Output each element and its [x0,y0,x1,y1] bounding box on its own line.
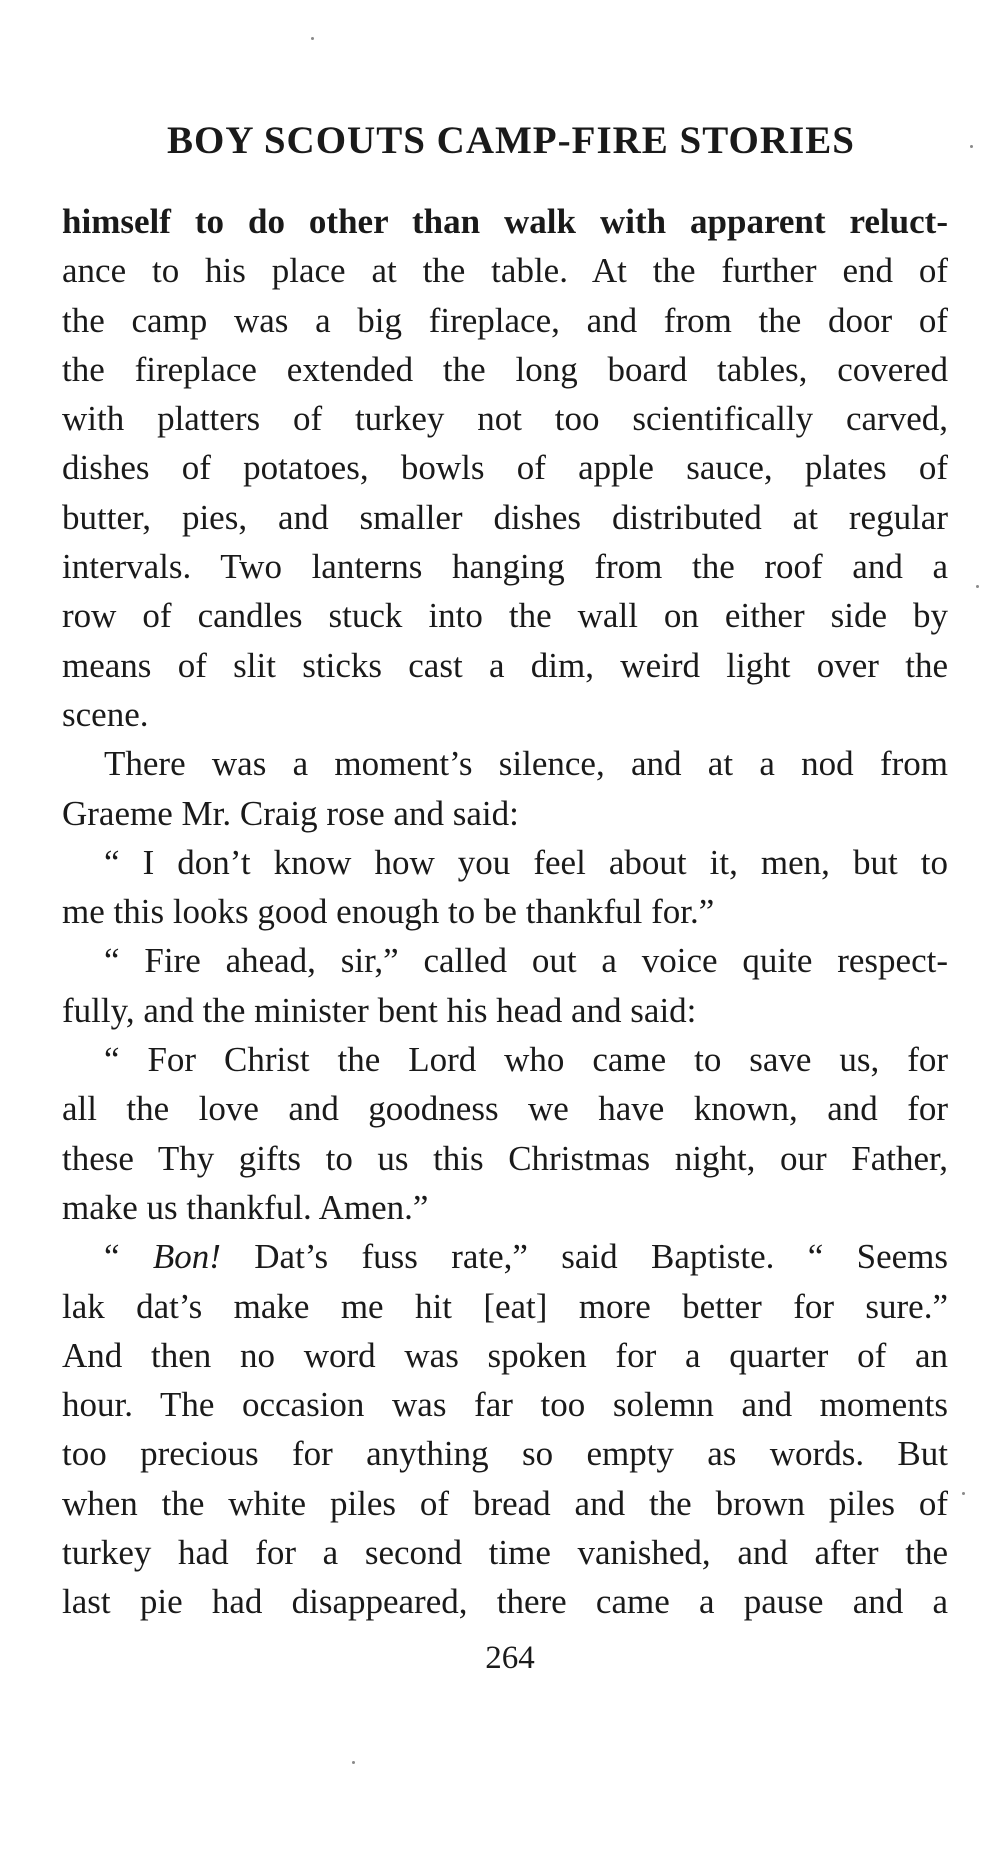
scan-speck [962,1492,965,1495]
text-line-6: dishes of potatoes, bowls of apple sauce, plates of [62,448,948,488]
text-line-22-rest: Dat’s fuss rate,” said Baptiste. “ Seems [254,1237,948,1277]
text-line-21: make us thankful. Amen.” [62,1187,429,1227]
text-line-25: hour. The occasion was far too solemn and moments [62,1385,948,1425]
text-line-20: these Thy gifts to us this Christmas night, our Father, [62,1138,948,1178]
text-line-3: the camp was a big fireplace, and from the door of [62,300,948,340]
text-line-16: “ Fire ahead, sir,” called out a voice quite respect- [104,941,948,981]
text-line-24: And then no word was spoken for a quarter of an [62,1335,948,1375]
italic-word: Bon! [152,1237,221,1277]
text-line-26: too precious for anything so empty as words. But [62,1434,948,1474]
text-line-13: Graeme Mr. Craig rose and said: [62,793,519,833]
text-line-2: ance to his place at the table. At the further end of [62,251,948,291]
text-line-23: lak dat’s make me hit [eat] more better for sure.” [62,1286,948,1326]
text-line-29: last pie had disappeared, there came a pause and a [62,1582,948,1622]
scan-speck [311,37,314,40]
text-line-19: all the love and goodness we have known, and for [62,1089,948,1129]
quote-open: “ [104,1237,153,1277]
running-head-title: BOY SCOUTS CAMP-FIRE STORIES [167,119,855,162]
page-number: 264 [485,1640,535,1676]
text-line-7: butter, pies, and smaller dishes distributed at regular [62,497,948,537]
text-line-10: means of slit sticks cast a dim, weird light over the [62,645,948,685]
text-line-9: row of candles stuck into the wall on either side by [62,596,948,636]
text-line-17: fully, and the minister bent his head and said: [62,990,697,1030]
text-line-18: “ For Christ the Lord who came to save us, for [104,1040,948,1080]
scan-speck [352,1761,355,1764]
text-line-14: “ I don’t know how you feel about it, men, but to [104,842,948,882]
italic-spacer [221,1237,254,1276]
text-line-8: intervals. Two lanterns hanging from the roof and a [62,547,948,587]
text-line-1: himself to do other than walk with apparent reluct- [62,202,948,241]
text-line-22 [62,1232,948,1281]
text-line-11: scene. [62,694,149,734]
text-line-5: with platters of turkey not too scientifically carved, [62,399,948,439]
scan-speck [970,145,973,148]
scan-speck [976,585,979,588]
text-line-12: There was a moment’s silence, and at a nod from [104,744,948,784]
text-line-15: me this looks good enough to be thankful for.” [62,892,715,932]
text-line-27: when the white piles of bread and the brown piles of [62,1483,948,1523]
text-line-28: turkey had for a second time vanished, and after the [62,1533,948,1573]
body-text [62,197,948,1627]
text-line-4: the fireplace extended the long board tables, covered [62,349,948,389]
